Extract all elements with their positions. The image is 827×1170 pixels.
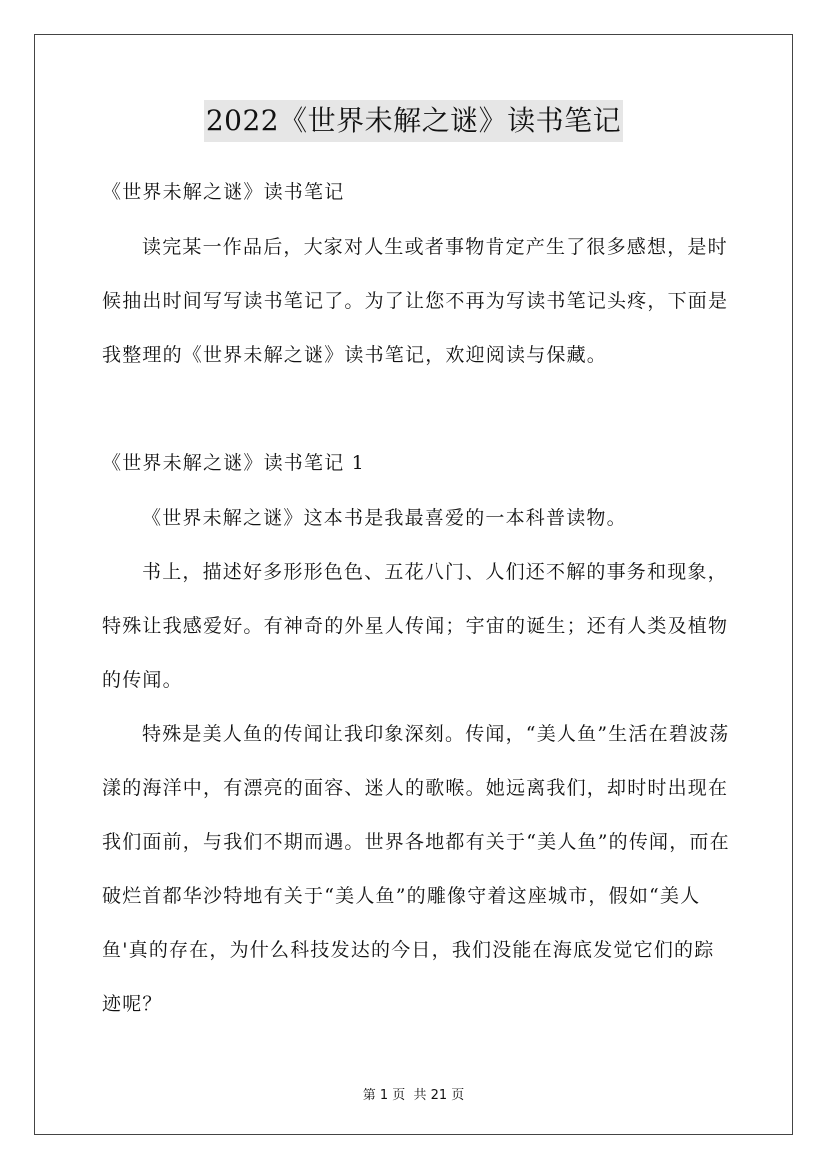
page-number: 第 1 页 [362, 1088, 406, 1103]
page-total: 共 21 页 [413, 1088, 465, 1103]
body-paragraph-3: 特殊是美人鱼的传闻让我印象深刻。传闻，“美人鱼”生活在碧波荡漾的海洋中，有漂亮的面容、迷人的歌喉。她远离我们，却时时出现在我们面前，与我们不期而遇。世界各地都有关于“美人鱼”的传闻，而在破烂首都华沙特地有关于“美人鱼”的雕像守着这座城市，假如“美人鱼'真的存在，为什么科技发达的今日，我们没能在海底发觉它们的踪迹呢？ [102, 723, 730, 1015]
page-footer [0, 1084, 827, 1103]
subtitle: 《世界未解之谜》读书笔记 [102, 181, 345, 203]
body-paragraph-2: 书上，描述好多形形色色、五花八门、人们还不解的事务和现象，特殊让我感爱好。有神奇的外星人传闻；宇宙的诞生；还有人类及植物的传闻。 [102, 561, 729, 691]
intro-paragraph: 读完某一作品后，大家对人生或者事物肯定产生了很多感想，是时候抽出时间写写读书笔记了。为了让您不再为写读书笔记头疼，下面是我整理的《世界未解之谜》读书笔记，欢迎阅读与保藏。 [102, 236, 729, 366]
body-paragraph-1: 《世界未解之谜》这本书是我最喜爱的一本科普读物。 [142, 507, 627, 529]
section-heading: 《世界未解之谜》读书笔记 1 [102, 452, 365, 474]
title-container [0, 100, 827, 142]
document-title: 2022《世界未解之谜》读书笔记 [204, 100, 623, 142]
